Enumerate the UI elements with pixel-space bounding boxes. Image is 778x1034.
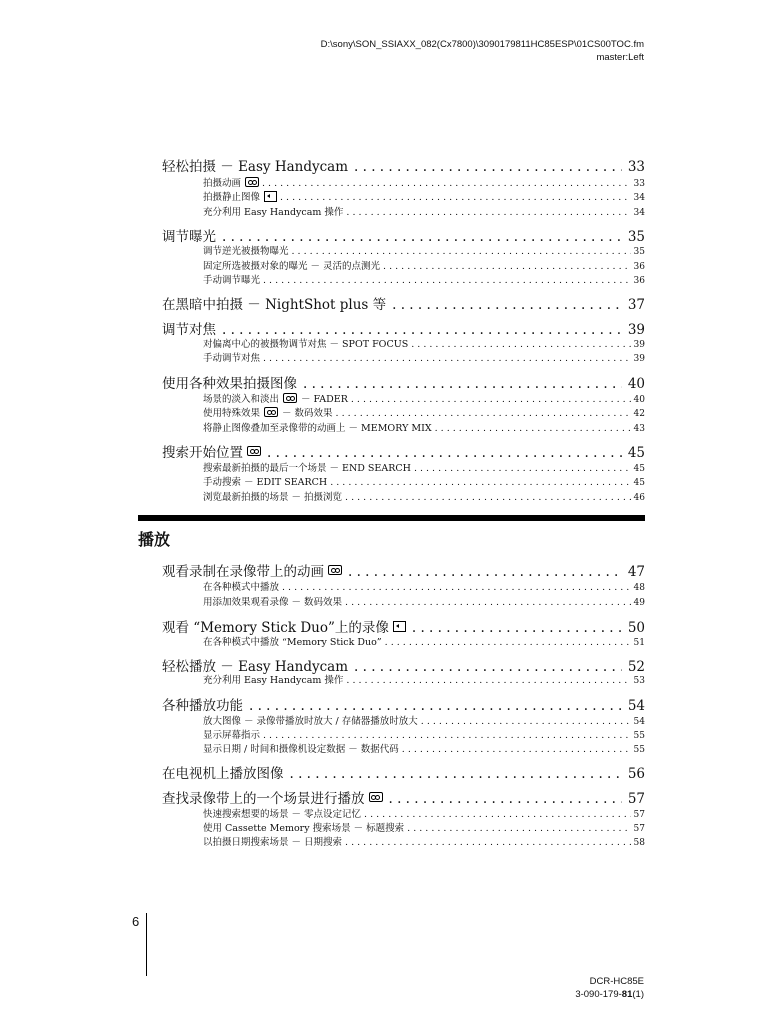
toc-entry-label: 各种播放功能 xyxy=(162,698,243,714)
dot-leader xyxy=(292,246,631,257)
toc-page-number: 40 xyxy=(627,376,645,392)
toc-entry-label: 浏览最新拍摄的场景 － 拍摄浏览 xyxy=(203,492,343,503)
toc-page-number: 55 xyxy=(633,745,645,755)
toc-subentry[interactable] xyxy=(162,713,645,727)
dot-leader xyxy=(421,716,631,727)
toc-subentry[interactable] xyxy=(162,672,645,686)
dot-leader xyxy=(263,275,631,286)
toc-entry-label: 使用特殊效果 － 数码效果 xyxy=(203,408,333,419)
dot-leader xyxy=(383,261,631,272)
toc-entry-label: 场景的淡入和淡出 － FADER xyxy=(203,394,348,405)
toc-entry-label: 轻松拍摄 － Easy Handycam xyxy=(162,159,349,175)
toc-page-number: 57 xyxy=(627,791,645,807)
dot-leader xyxy=(435,423,631,434)
toc-entry-label: 搜索最新拍摄的最后一个场景 － END SEARCH xyxy=(203,463,411,474)
dot-leader xyxy=(290,766,622,782)
dot-leader xyxy=(364,809,631,820)
dot-leader xyxy=(303,376,622,392)
toc-entry-label: 充分利用 Easy Handycam 操作 xyxy=(203,675,344,686)
toc-subentry[interactable] xyxy=(162,189,645,203)
dot-leader xyxy=(414,463,631,474)
toc-entry-label: 调节曝光 xyxy=(162,229,216,245)
toc-entry-label: 观看录制在录像带上的动画 xyxy=(162,560,342,580)
toc-entry-label: 显示日期 / 时间和摄像机设定数据 － 数据代码 xyxy=(203,744,399,755)
toc-subentry[interactable] xyxy=(162,405,645,419)
toc-entry[interactable] xyxy=(162,762,645,782)
dot-leader xyxy=(385,637,631,648)
toc-page-number: 35 xyxy=(627,229,645,245)
toc-page-number: 51 xyxy=(633,638,645,648)
toc-subentry[interactable] xyxy=(162,806,645,820)
dot-leader xyxy=(392,297,622,313)
toc-entry-label: 使用 Cassette Memory 搜索场景 － 标题搜索 xyxy=(203,823,405,834)
footer xyxy=(575,975,644,1001)
toc-entry[interactable] xyxy=(162,787,645,807)
toc-entry-label: 充分利用 Easy Handycam 操作 xyxy=(203,207,344,218)
dot-leader xyxy=(262,178,631,189)
toc-page-number: 39 xyxy=(633,340,645,350)
toc-page-number: 50 xyxy=(627,620,645,636)
toc-entry-label: 手动搜索 － EDIT SEARCH xyxy=(203,477,328,488)
toc-page-number: 45 xyxy=(633,464,645,474)
toc-entry[interactable] xyxy=(162,318,645,338)
toc-entry-label: 查找录像带上的一个场景进行播放 xyxy=(162,787,383,807)
toc-entry-label: 手动调节对焦 xyxy=(203,353,261,364)
dot-leader xyxy=(263,730,631,741)
toc-page-number: 40 xyxy=(633,395,645,405)
toc-entry[interactable] xyxy=(162,694,645,714)
toc-entry-label: 调节逆光被摄物曝光 xyxy=(203,246,289,257)
toc-page-number: 45 xyxy=(633,478,645,488)
toc-page-number: 55 xyxy=(633,731,645,741)
toc-page-number: 48 xyxy=(633,583,645,593)
toc-page-number: 43 xyxy=(633,424,645,434)
toc-entry-label: 在电视机上播放图像 xyxy=(162,766,284,782)
toc-page-number: 49 xyxy=(633,598,645,608)
toc-entry-label: 放大图像 － 录像带播放时放大 / 存储器播放时放大 xyxy=(203,716,418,727)
toc-page-number: 58 xyxy=(633,838,645,848)
tape-icon xyxy=(247,446,261,456)
toc-subentry[interactable] xyxy=(162,175,645,189)
toc-entry[interactable] xyxy=(162,293,645,313)
toc-subentry[interactable] xyxy=(162,594,645,608)
dot-leader xyxy=(402,744,631,755)
dot-leader xyxy=(336,408,631,419)
toc-subentry[interactable] xyxy=(162,204,645,218)
dot-leader xyxy=(263,353,631,364)
toc-subentry[interactable] xyxy=(162,243,645,257)
toc-subentry[interactable] xyxy=(162,820,645,834)
dot-leader xyxy=(348,564,622,580)
dot-leader xyxy=(345,492,631,503)
dot-leader xyxy=(345,837,631,848)
toc-entry[interactable] xyxy=(162,225,645,245)
toc-page-number: 35 xyxy=(633,247,645,257)
dot-leader xyxy=(280,192,631,203)
dot-leader xyxy=(411,339,630,350)
toc-page-number: 54 xyxy=(627,698,645,714)
tape-icon xyxy=(264,407,278,417)
toc-entry[interactable] xyxy=(162,372,645,392)
toc-entry[interactable] xyxy=(162,560,645,580)
tape-icon xyxy=(328,565,342,575)
toc-entry-label: 以拍摄日期搜索场景 － 日期搜索 xyxy=(203,837,343,848)
toc-subentry[interactable] xyxy=(162,258,645,272)
toc-page-number: 36 xyxy=(633,276,645,286)
toc-entry-label: 观看 “Memory Stick Duo”上的录像 xyxy=(162,616,406,636)
toc-page-number: 47 xyxy=(627,564,645,580)
toc-subentry[interactable] xyxy=(162,420,645,434)
toc-entry-label: 搜索开始位置 xyxy=(162,441,261,461)
dot-leader xyxy=(249,698,622,714)
master-page-label: master:Left xyxy=(596,52,644,63)
toc-entry[interactable] xyxy=(162,155,645,175)
toc-entry-label: 快速搜索想要的场景 － 零点设定记忆 xyxy=(203,809,362,820)
toc-entry-label: 使用各种效果拍摄图像 xyxy=(162,376,297,392)
dot-leader xyxy=(389,791,622,807)
toc-page-number: 45 xyxy=(627,445,645,461)
file-path: D:\sony\SON_SSIAXX_082(Cx7800)\3090179811HC85ESP\01CS00TOC.fm xyxy=(320,39,644,50)
toc-entry-label: 固定所选被摄对象的曝光 － 灵活的点测光 xyxy=(203,261,381,272)
toc-subentry[interactable] xyxy=(162,834,645,848)
document-code: 3-090-179-81(1) xyxy=(575,989,644,1000)
toc-page-number: 39 xyxy=(633,354,645,364)
toc-subentry[interactable] xyxy=(162,272,645,286)
toc-entry-label: 调节对焦 xyxy=(162,322,216,338)
toc-entry-label: 对偏离中心的被摄物调节对焦 － SPOT FOCUS xyxy=(203,339,409,350)
toc-entry-label: 用添加效果观看录像 － 数码效果 xyxy=(203,597,343,608)
dot-leader xyxy=(407,823,630,834)
toc-page-number: 57 xyxy=(633,824,645,834)
model-number: DCR-HC85E xyxy=(589,976,644,987)
file-header xyxy=(321,38,644,64)
toc-subentry[interactable] xyxy=(162,350,645,364)
toc-page-number: 53 xyxy=(633,676,645,686)
toc-entry[interactable] xyxy=(162,616,645,636)
tape-icon xyxy=(283,393,297,403)
dot-leader xyxy=(267,445,622,461)
toc-entry-label: 轻松播放 － Easy Handycam xyxy=(162,659,349,675)
page-number-rule xyxy=(146,913,147,976)
toc-page-number: 37 xyxy=(627,297,645,313)
memory-card-icon xyxy=(264,191,277,202)
memory-card-icon xyxy=(393,621,406,632)
toc-entry-label: 在各种模式中播放 xyxy=(203,582,280,593)
toc-subentry[interactable] xyxy=(162,336,645,350)
toc-entry[interactable] xyxy=(162,441,645,461)
toc-subentry[interactable] xyxy=(162,460,645,474)
tape-icon xyxy=(245,177,259,187)
toc-entry-label: 拍摄动画 xyxy=(203,175,259,189)
toc-page-number: 46 xyxy=(633,493,645,503)
toc-page-number: 57 xyxy=(633,810,645,820)
toc-subentry[interactable] xyxy=(162,727,645,741)
dot-leader xyxy=(354,159,622,175)
section-title: 播放 xyxy=(138,530,171,549)
dot-leader xyxy=(282,582,631,593)
toc-page-number: 52 xyxy=(627,659,645,675)
toc-subentry[interactable] xyxy=(162,474,645,488)
toc-page-number: 42 xyxy=(633,409,645,419)
toc-entry-label: 将静止图像叠加至录像带的动画上 － MEMORY MIX xyxy=(203,423,432,434)
dot-leader xyxy=(346,675,630,686)
toc-subentry[interactable] xyxy=(162,741,645,755)
dot-leader xyxy=(346,207,630,218)
page-number: 6 xyxy=(132,914,140,929)
toc-entry-label: 在黑暗中拍摄 － NightShot plus 等 xyxy=(162,297,387,313)
toc-entry-label: 在各种模式中播放 “Memory Stick Duo” xyxy=(203,637,382,648)
toc-entry-label: 手动调节曝光 xyxy=(203,275,261,286)
toc-page-number: 33 xyxy=(633,179,645,189)
toc-page-number: 34 xyxy=(633,208,645,218)
toc-page-number: 39 xyxy=(627,322,645,338)
dot-leader xyxy=(330,477,630,488)
tape-icon xyxy=(369,792,383,802)
dot-leader xyxy=(345,597,631,608)
toc-subentry[interactable] xyxy=(162,391,645,405)
toc-subentry[interactable] xyxy=(162,579,645,593)
toc-subentry[interactable] xyxy=(162,634,645,648)
toc-page-number: 33 xyxy=(627,159,645,175)
dot-leader xyxy=(351,394,631,405)
toc-page-number: 34 xyxy=(633,193,645,203)
toc-page-number: 56 xyxy=(627,766,645,782)
toc-entry-label: 显示屏幕指示 xyxy=(203,730,261,741)
section-divider xyxy=(138,515,645,521)
toc-subentry[interactable] xyxy=(162,489,645,503)
toc-page-number: 36 xyxy=(633,262,645,272)
toc-entry-label: 拍摄静止图像 xyxy=(203,189,277,203)
toc-page-number: 54 xyxy=(633,717,645,727)
